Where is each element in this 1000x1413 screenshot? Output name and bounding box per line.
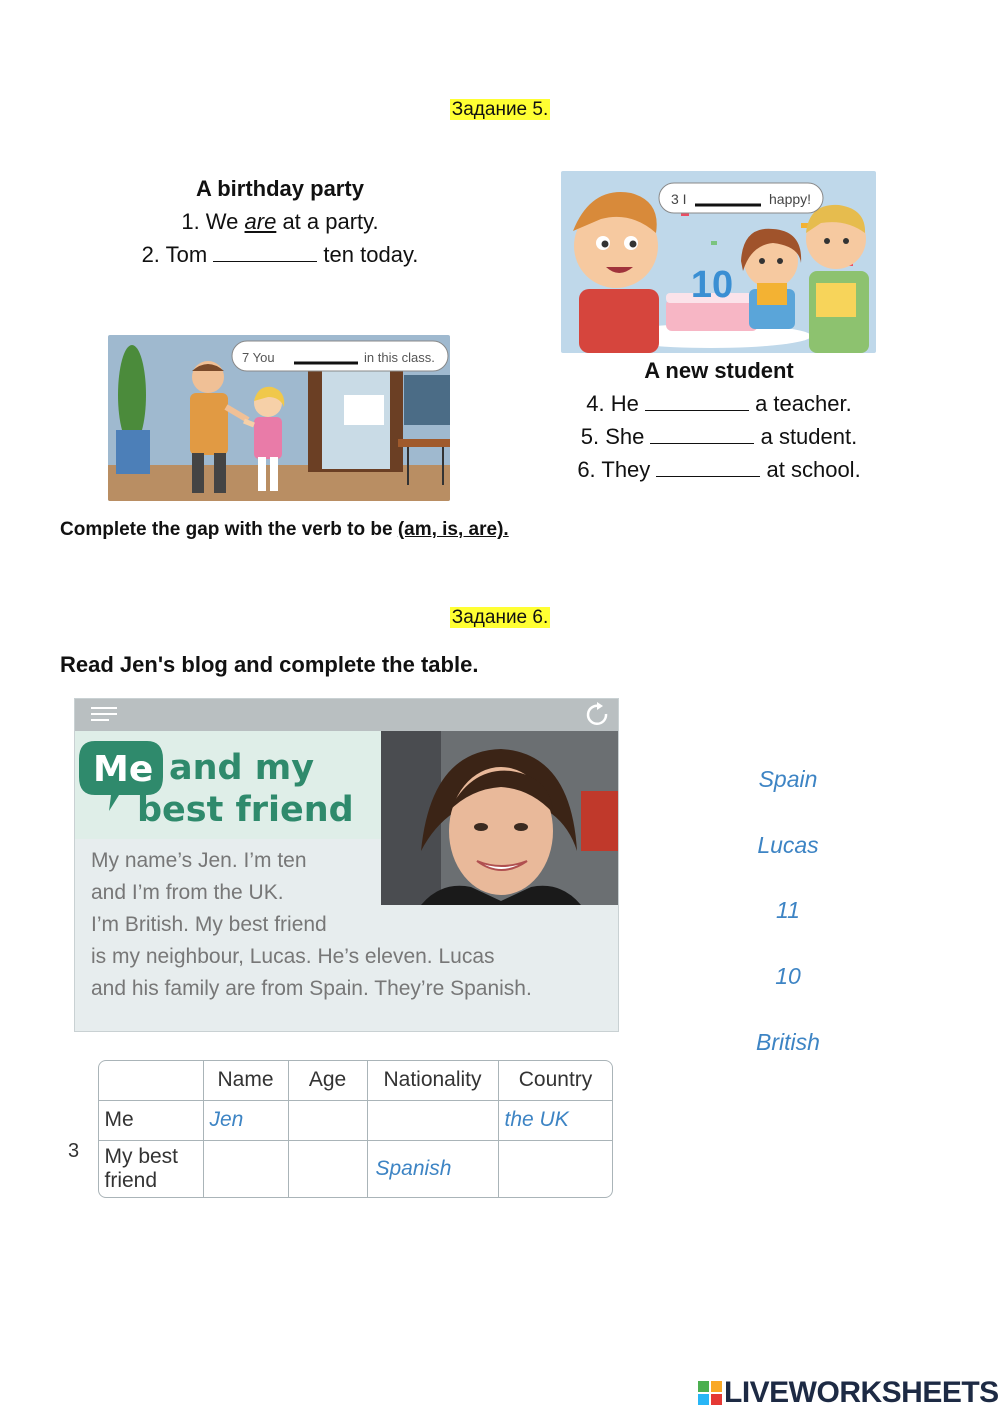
answer-spain[interactable]: Spain — [758, 766, 818, 792]
blog-line-1: My name’s Jen. I’m ten — [91, 849, 307, 872]
row-me-label: Me — [98, 1100, 203, 1140]
birthday-illustration-svg — [561, 171, 876, 353]
table-number: 3 — [68, 1140, 80, 1162]
sentence-6-prefix: 6. They — [577, 457, 657, 482]
classroom-bubble-word: in this class. — [364, 350, 435, 365]
row-friend-label-line1: My best — [104, 1145, 179, 1168]
blog-toolbar-icons — [75, 699, 618, 731]
bubble-number: 3 I — [671, 191, 687, 207]
jen-photo-svg — [381, 731, 618, 905]
info-table — [98, 1060, 613, 1198]
classroom-bubble-number: 7 You — [242, 350, 275, 365]
blog-title — [75, 731, 381, 839]
blog-line-4: is my neighbour, Lucas. He’s eleven. Lucas — [91, 945, 495, 968]
sentence-1-prefix: 1. We — [181, 209, 245, 234]
answer-10[interactable]: 10 — [775, 963, 801, 989]
blog-card — [74, 698, 619, 1032]
row-friend-label — [98, 1140, 203, 1198]
liveworksheets-logo-icon — [698, 1381, 722, 1405]
blog-line-3: I’m British. My best friend — [91, 913, 327, 936]
cake-number: 10 — [690, 264, 734, 306]
task6-instruction: Read Jen's blog and complete the table. — [60, 652, 479, 677]
sentence-4-gap[interactable] — [645, 390, 749, 411]
answer-lucas[interactable]: Lucas — [757, 832, 819, 858]
blog-text-top — [91, 845, 371, 941]
sentence-1-suffix: at a party. — [276, 209, 379, 234]
task5-heading-wrap — [0, 99, 1000, 121]
sentence-5-suffix: a student. — [754, 424, 858, 449]
info-table-wrap — [98, 1060, 613, 1198]
sentence-6-gap[interactable] — [656, 456, 760, 477]
table-row-me — [98, 1100, 613, 1140]
birthday-party-title: A birthday party — [196, 176, 364, 201]
answer-british[interactable]: British — [756, 1029, 820, 1055]
row-me-age-gap[interactable] — [288, 1100, 367, 1140]
task5-instruction-options: (am, is, are). — [397, 519, 509, 540]
sentence-1 — [90, 205, 470, 238]
task5-instruction-text: Complete the gap with the verb to be — [60, 519, 398, 540]
row-me-name: Jen — [203, 1100, 288, 1140]
header-nationality: Nationality — [367, 1060, 498, 1100]
blog-line-5: and his family are from Spain. They’re Spanish. — [91, 977, 532, 1000]
birthday-party-exercise — [90, 172, 470, 271]
sentence-2-suffix: ten today. — [317, 242, 419, 267]
refresh-icon — [588, 702, 606, 724]
sentence-4-prefix: 4. He — [586, 391, 645, 416]
row-me-nationality-gap[interactable] — [367, 1100, 498, 1140]
sentence-5-gap[interactable] — [650, 423, 754, 444]
task5-heading: Задание 5. — [451, 99, 549, 120]
liveworksheets-brand: LIVEWORKSHEETS — [724, 1376, 999, 1409]
sentence-1-answer: are — [244, 209, 277, 234]
blog-title-svg — [75, 731, 381, 839]
blog-line-2: and I’m from the UK. — [91, 881, 284, 904]
classroom-illustration-svg — [108, 335, 450, 501]
table-header-row — [98, 1060, 613, 1100]
row-friend-nationality: Spanish — [367, 1140, 498, 1198]
answer-11[interactable]: 11 — [776, 897, 800, 923]
header-name: Name — [203, 1060, 288, 1100]
blog-title-me: Me — [93, 749, 154, 790]
sentence-5 — [560, 420, 878, 453]
sentence-4-suffix: a teacher. — [748, 391, 852, 416]
classroom-illustration — [108, 335, 450, 501]
header-age: Age — [288, 1060, 367, 1100]
table-corner — [98, 1060, 203, 1100]
birthday-illustration — [561, 171, 876, 353]
sentence-2-gap[interactable] — [213, 241, 317, 262]
task5-instruction — [60, 519, 509, 541]
blog-title-line1: and my — [169, 748, 315, 788]
task6-heading: Задание 6. — [451, 607, 549, 628]
new-student-exercise — [560, 354, 878, 486]
blog-text-bottom — [91, 941, 611, 1005]
table-row-friend — [98, 1140, 613, 1198]
bubble-word: happy! — [769, 191, 812, 207]
sentence-2-prefix: 2. Tom — [141, 242, 214, 267]
header-country: Country — [498, 1060, 613, 1100]
sentence-4 — [560, 387, 878, 420]
task6-heading-wrap — [0, 607, 1000, 629]
jen-photo — [381, 731, 618, 905]
sentence-5-prefix: 5. She — [580, 424, 651, 449]
menu-icon — [91, 708, 117, 720]
row-me-country: the UK — [498, 1100, 613, 1140]
row-friend-age-gap[interactable] — [288, 1140, 367, 1198]
liveworksheets-logo — [698, 1377, 999, 1409]
sentence-2 — [90, 238, 470, 271]
row-friend-label-line2: friend — [104, 1169, 158, 1192]
blog-title-line2: best friend — [137, 790, 354, 830]
sentence-6-suffix: at school. — [760, 457, 861, 482]
new-student-title: A new student — [644, 358, 794, 383]
sentence-6 — [560, 453, 878, 486]
row-friend-name-gap[interactable] — [203, 1140, 288, 1198]
row-friend-country-gap[interactable] — [498, 1140, 613, 1198]
blog-toolbar — [75, 699, 618, 731]
